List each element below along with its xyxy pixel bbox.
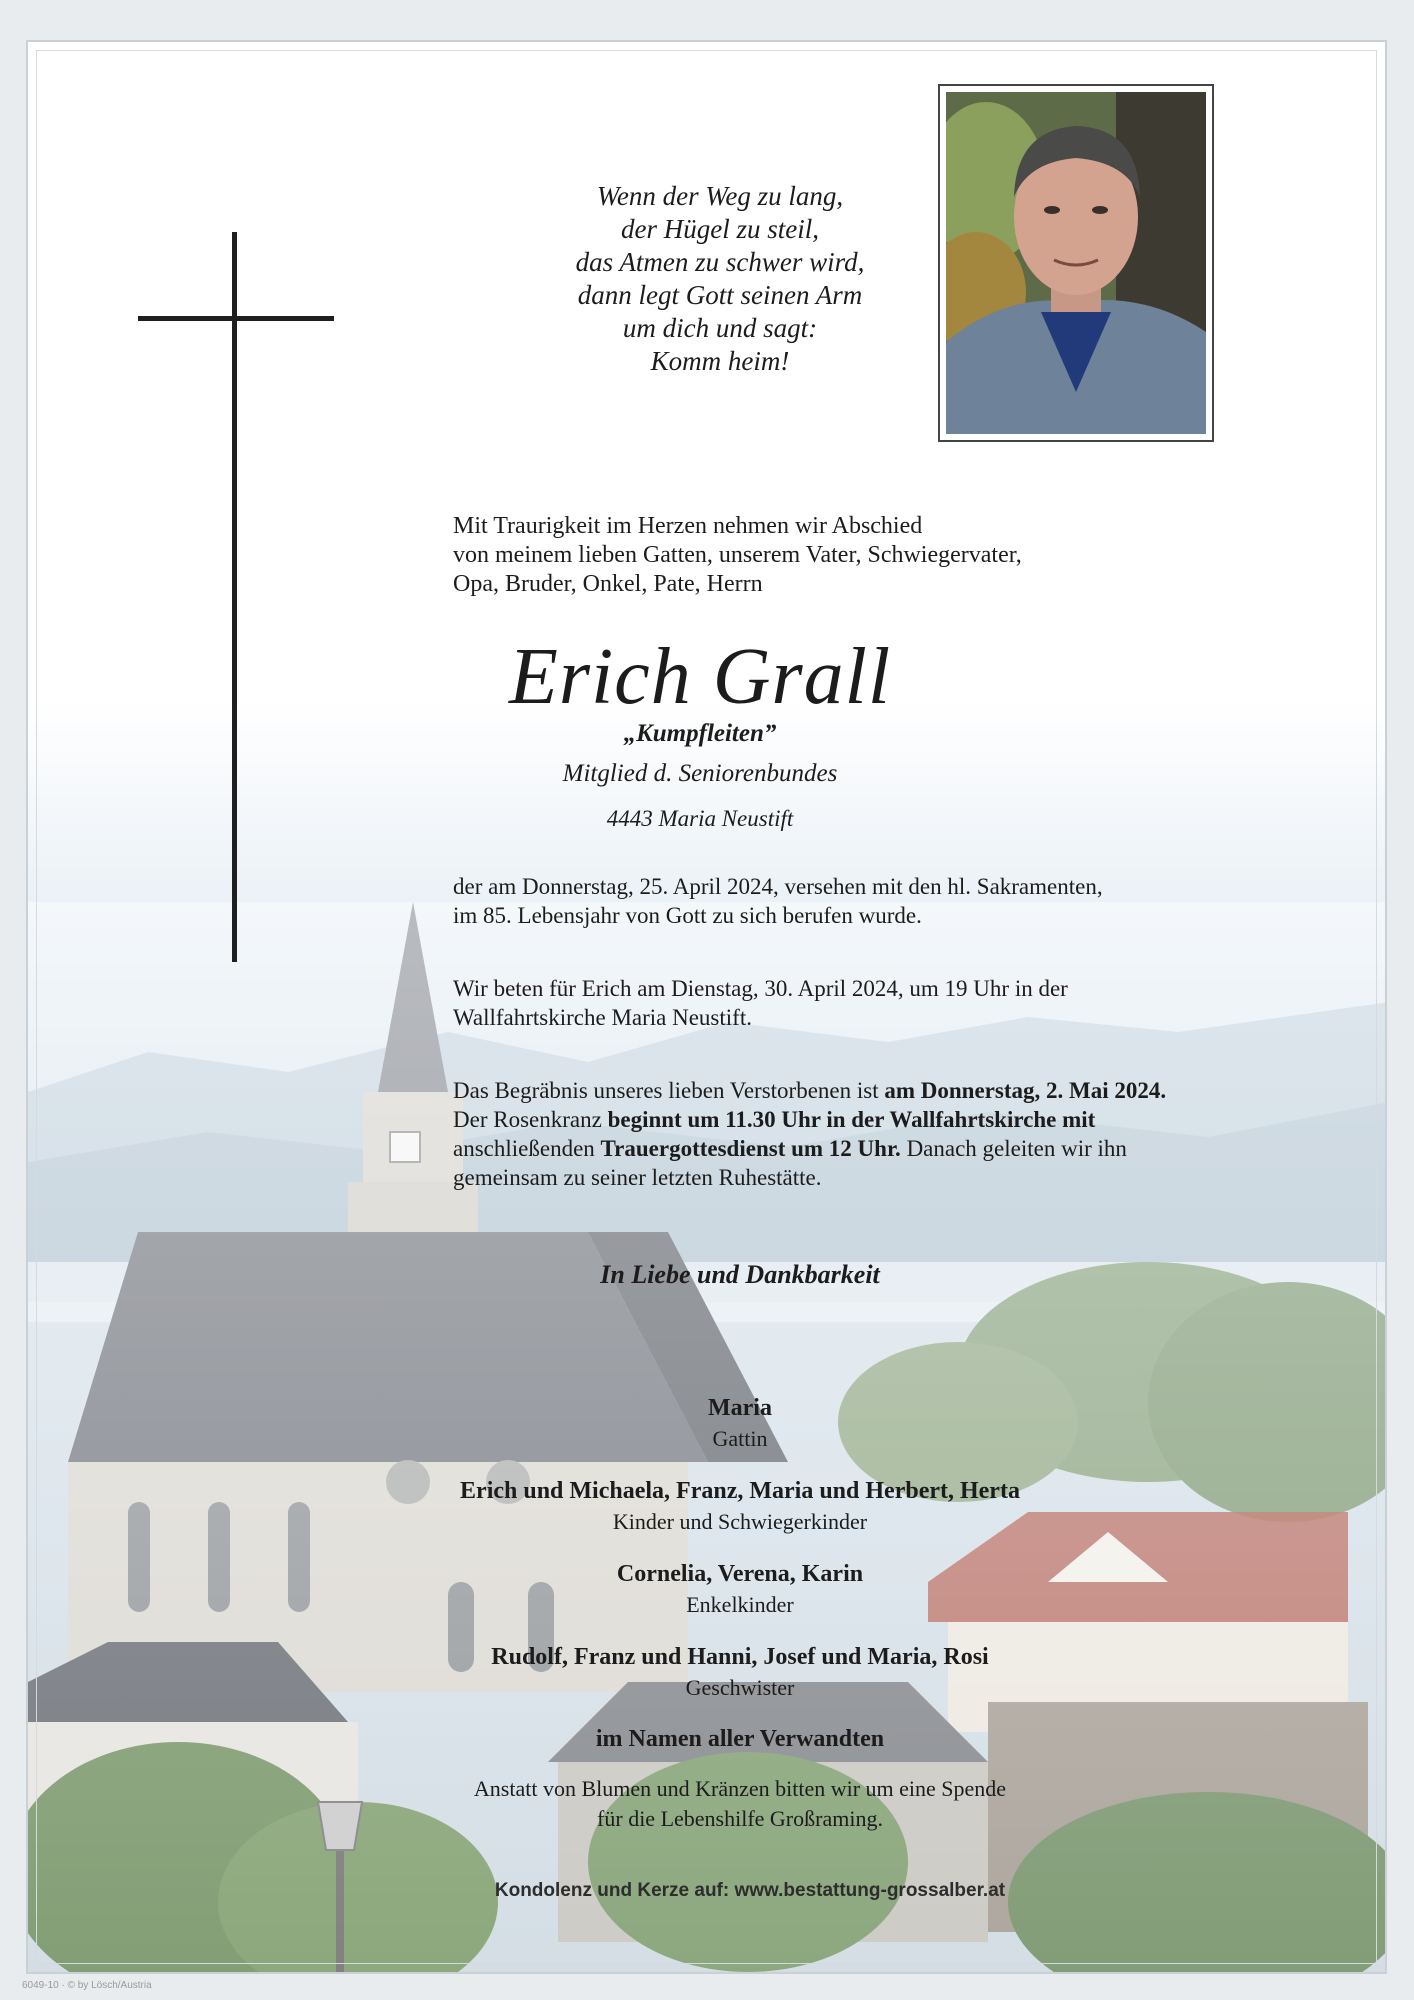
relatives-line: im Namen aller Verwandten [595,1726,885,1752]
condolence-website-link[interactable]: Kondolenz und Kerze auf: www.bestattung-grossalber.at [494,1880,1006,1901]
donation-line: für die Lebenshilfe Großraming. [597,1806,883,1831]
funeral-text: Der Rosenkranz [453,1107,608,1132]
mourners-heading: In Liebe und Dankbarkeit [600,1260,880,1289]
donation-line: Anstatt von Blumen und Kränzen bitten wir um eine Spende [473,1776,1007,1801]
cross-crossbar [138,316,334,321]
poem-line: dann legt Gott seinen Arm [577,280,863,310]
intro-line: Opa, Bruder, Onkel, Pate, Herrn [453,571,763,597]
mourner-names: Maria [708,1395,772,1421]
prayer-line: Wallfahrtskirche Maria Neustift. [453,1005,752,1030]
rosary-time: beginnt um 11.30 Uhr in der Wallfahrtskirche mit [607,1107,1096,1132]
mourner-role: Geschwister [685,1675,795,1700]
mourner-role: Gattin [712,1426,768,1451]
farewell-intro [453,512,1173,599]
memorial-poem [490,180,950,378]
death-notice [453,872,1283,930]
mourner-names: Rudolf, Franz und Hanni, Josef und Maria, Rosi [491,1644,989,1670]
funeral-line [453,1105,1283,1134]
mourner-role: Enkelkinder [686,1592,794,1617]
poem-line: Wenn der Weg zu lang, [596,181,844,211]
notice-line: der am Donnerstag, 25. April 2024, versehen mit den hl. Sakramenten, [453,874,1103,899]
funeral-notice [453,1076,1283,1192]
poem-line: Komm heim! [650,346,790,376]
portrait-photo [938,84,1214,442]
prayer-line: Wir beten für Erich am Dienstag, 30. April 2024, um 19 Uhr in der [453,976,1068,1001]
mourner-names: Erich und Michaela, Franz, Maria und Herbert, Herta [460,1478,1020,1504]
deceased-name: Erich Grall [508,633,892,721]
deceased-membership: Mitglied d. Seniorenbundes [562,760,838,787]
funeral-line [453,1076,1283,1105]
funeral-text: Danach geleiten wir ihn [900,1136,1127,1161]
latin-cross-icon [232,232,237,962]
deceased-nickname: „Kumpfleiten” [623,720,777,747]
funeral-date: am Donnerstag, 2. Mai 2024. [884,1078,1167,1103]
poem-line: der Hügel zu steil, [621,214,819,244]
funeral-text: Das Begräbnis unseres lieben Verstorbenen ist [453,1078,885,1103]
intro-line: von meinem lieben Gatten, unserem Vater, Schwiegervater, [453,542,1022,568]
mourner-role: Kinder und Schwiegerkinder [612,1509,868,1534]
mourner-names: Cornelia, Verena, Karin [616,1561,864,1587]
prayer-notice [453,974,1283,1032]
deceased-location: 4443 Maria Neustift [606,806,794,831]
funeral-line: gemeinsam zu seiner letzten Ruhestätte. [453,1165,822,1190]
funeral-line [453,1134,1283,1163]
intro-line: Mit Traurigkeit im Herzen nehmen wir Abschied [453,513,923,539]
print-mark: 6049-10 · © by Lösch/Austria [22,1980,152,1991]
poem-line: um dich und sagt: [622,313,818,343]
poem-line: das Atmen zu schwer wird, [575,247,865,277]
funeral-text: anschließenden [453,1136,601,1161]
portrait-image [946,92,1206,434]
mass-time: Trauergottesdienst um 12 Uhr. [600,1136,901,1161]
notice-line: im 85. Lebensjahr von Gott zu sich berufen wurde. [453,903,922,928]
